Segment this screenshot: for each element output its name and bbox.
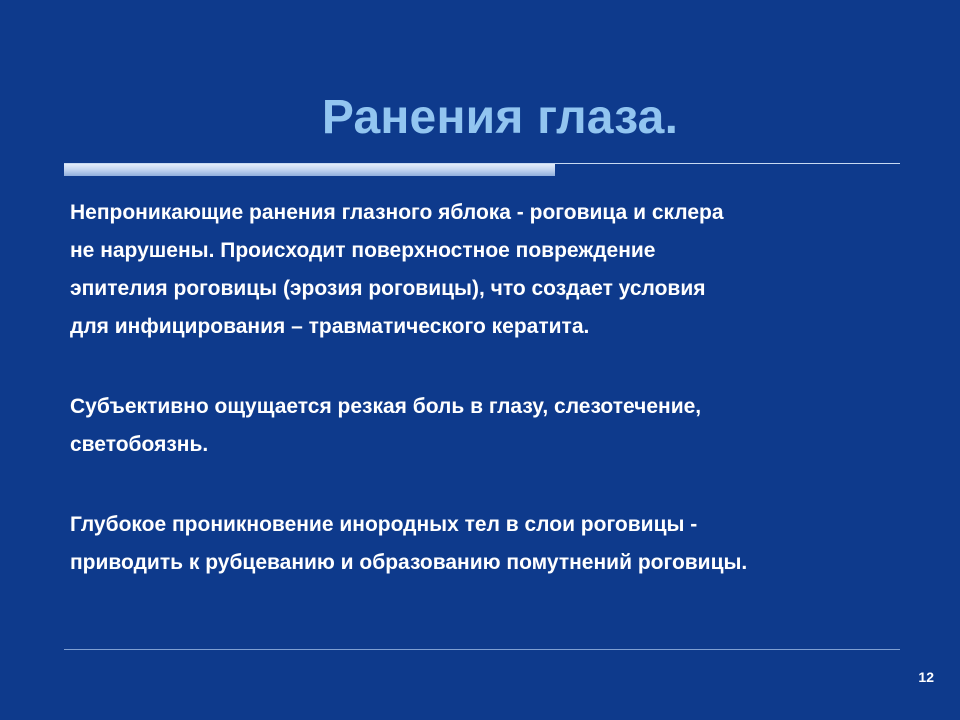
text-line: не нарушены. Происходит поверхностное повреждение bbox=[70, 239, 656, 262]
text-line: для инфицирования – травматического кератита. bbox=[70, 315, 590, 338]
paragraph-subjective-symptoms bbox=[70, 388, 900, 464]
text-line: Субъективно ощущается резкая боль в глазу, слезотечение, bbox=[70, 395, 702, 418]
footer-divider-line bbox=[64, 649, 900, 650]
text-line: Глубокое проникновение инородных тел в слои роговицы - bbox=[70, 513, 698, 536]
title-accent-bar bbox=[64, 164, 555, 176]
paragraph-deep-penetration bbox=[70, 506, 900, 582]
slide-body bbox=[70, 194, 900, 624]
text-line: Непроникающие ранения глазного яблока - роговица и склера bbox=[70, 201, 724, 224]
slide-number: 12 bbox=[918, 669, 934, 685]
text-line: эпителия роговицы (эрозия роговицы), что создает условия bbox=[70, 277, 706, 300]
paragraph-non-penetrating-wounds bbox=[70, 194, 900, 346]
text-line: приводить к рубцеванию и образованию помутнений роговицы. bbox=[70, 551, 748, 574]
slide-title: Ранения глаза. bbox=[321, 91, 679, 144]
text-line: светобоязнь. bbox=[70, 433, 209, 456]
